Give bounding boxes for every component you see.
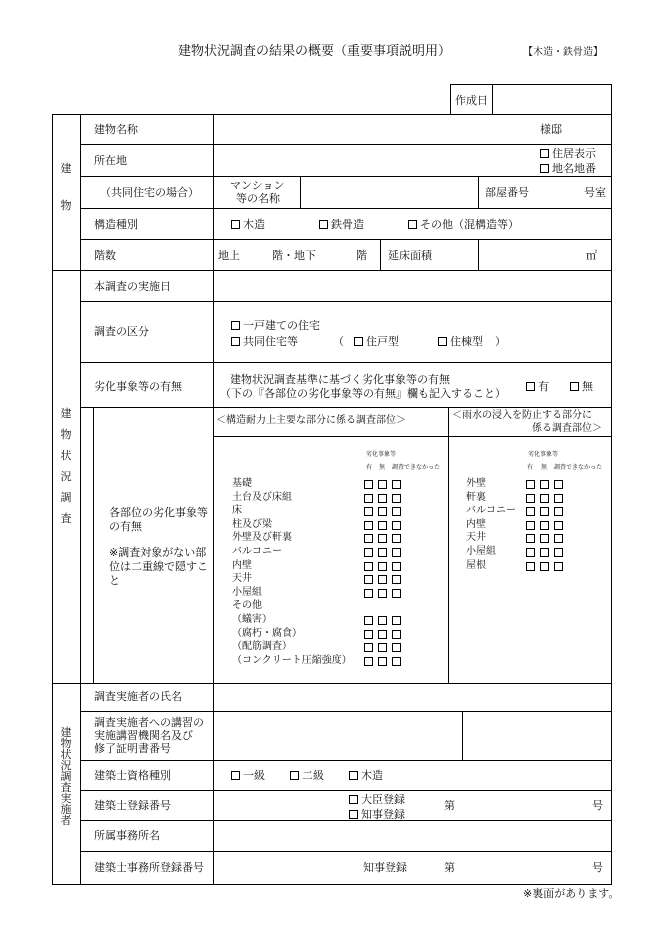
complex-label: （共同住宅の場合） <box>100 186 199 199</box>
structural-unable-checkbox[interactable] <box>392 657 401 666</box>
office-registration-type: 知事登録 <box>363 861 407 874</box>
section-building-label: 建 物 <box>60 162 72 212</box>
structural-item-label: その他 <box>232 600 262 612</box>
water-col-no: 無 <box>541 464 548 471</box>
water-unable-checkbox[interactable] <box>554 534 563 543</box>
water-item-label: 軒裏 <box>466 491 486 503</box>
structural-no-checkbox[interactable] <box>378 616 387 625</box>
structural-unable-checkbox[interactable] <box>392 507 401 516</box>
mansion-label-2: 等の名称 <box>236 192 280 205</box>
course-label-3: 修了証明書番号 <box>94 742 171 755</box>
floors-end-label: 階 <box>356 249 367 262</box>
structural-yes-checkbox[interactable] <box>364 494 373 503</box>
water-col-unable: 調査できなかった <box>554 464 603 471</box>
office-registration-label: 建築士事務所登録番号 <box>94 861 204 874</box>
structural-item-label: 床 <box>232 505 242 517</box>
category-option-building[interactable]: 住棟型 <box>438 336 483 347</box>
structural-col-unable: 調査できなかった <box>392 464 441 471</box>
structural-unable-checkbox[interactable] <box>392 521 401 530</box>
structural-yes-checkbox[interactable] <box>364 548 373 557</box>
structural-unable-checkbox[interactable] <box>392 480 401 489</box>
water-item-label: 内壁 <box>466 518 486 530</box>
water-unable-checkbox[interactable] <box>554 480 563 489</box>
floor-area-unit: ㎡ <box>586 249 597 262</box>
registration-label: 建築士登録番号 <box>94 799 171 812</box>
water-yes-checkbox[interactable] <box>526 548 535 557</box>
deterioration-no-option[interactable]: 無 <box>570 381 593 392</box>
address-option-lot[interactable]: 地名地番 <box>540 163 596 174</box>
water-col-yes: 有 <box>527 464 534 471</box>
building-name-label: 建物名称 <box>94 123 138 136</box>
floors-mid-label: 階・地下 <box>272 249 316 262</box>
structural-item-label: バルコニー <box>232 546 282 557</box>
page-title: 建物状況調査の結果の概要（重要事項説明用） <box>178 44 452 59</box>
water-no-checkbox[interactable] <box>540 534 549 543</box>
structural-yes-checkbox[interactable] <box>364 657 373 666</box>
structural-yes-checkbox[interactable] <box>364 521 373 530</box>
water-yes-checkbox[interactable] <box>526 480 535 489</box>
structural-yes-checkbox[interactable] <box>364 630 373 639</box>
structural-no-checkbox[interactable] <box>378 643 387 652</box>
structural-col-yes: 有 <box>366 464 373 471</box>
floors-label: 階数 <box>94 249 116 262</box>
category-paren-close: ） <box>495 335 506 348</box>
survey-date-label: 本調査の実施日 <box>94 280 171 293</box>
license-label: 建築士資格種別 <box>94 769 171 782</box>
structure-option-steel[interactable]: 鉄骨造 <box>319 219 364 230</box>
survey-category-label: 調査の区分 <box>94 325 149 338</box>
deterioration-yes-option[interactable]: 有 <box>526 381 549 392</box>
structural-item-label: （コンクリート圧縮強度） <box>232 654 352 666</box>
footer-note: ※裏面があります。 <box>523 887 620 900</box>
structural-unable-checkbox[interactable] <box>392 548 401 557</box>
registration-option-minister[interactable]: 大臣登録 <box>349 794 405 805</box>
water-col-title: 劣化事象等 <box>528 451 559 458</box>
water-item-label: 外壁 <box>466 478 486 489</box>
water-unable-checkbox[interactable] <box>554 562 563 571</box>
structural-no-checkbox[interactable] <box>378 507 387 516</box>
structural-item-label: （腐朽・腐食） <box>232 627 302 639</box>
water-yes-checkbox[interactable] <box>526 562 535 571</box>
structural-item-label: （配筋調査） <box>232 641 292 653</box>
water-item-label: バルコニー <box>466 505 516 517</box>
structural-item-label: （蟻害） <box>232 614 272 625</box>
structure-option-other[interactable]: その他（混構造等） <box>408 219 519 230</box>
address-option-residence[interactable]: 住居表示 <box>540 148 596 159</box>
structural-no-checkbox[interactable] <box>378 575 387 584</box>
parts-note-3: と <box>109 574 120 587</box>
structural-yes-checkbox[interactable] <box>364 562 373 571</box>
structural-unable-checkbox[interactable] <box>392 630 401 639</box>
water-unable-checkbox[interactable] <box>554 494 563 503</box>
address-label: 所在地 <box>94 154 127 167</box>
structural-item-label: 基礎 <box>232 478 252 489</box>
water-item-label: 屋根 <box>466 559 486 571</box>
structural-unable-checkbox[interactable] <box>392 494 401 503</box>
structural-no-checkbox[interactable] <box>378 534 387 543</box>
parts-label-1: 各部位の劣化事象等 <box>109 506 208 519</box>
structural-unable-checkbox[interactable] <box>392 534 401 543</box>
water-unable-checkbox[interactable] <box>554 507 563 516</box>
structure-option-wood[interactable]: 木造 <box>231 219 265 230</box>
category-paren-open: （ <box>333 335 344 348</box>
floor-area-label: 延床面積 <box>388 249 432 262</box>
water-no-checkbox[interactable] <box>540 548 549 557</box>
structural-unable-checkbox[interactable] <box>392 562 401 571</box>
structural-item-label: 内壁 <box>232 559 252 571</box>
structural-yes-checkbox[interactable] <box>364 589 373 598</box>
structural-no-checkbox[interactable] <box>378 589 387 598</box>
mansion-label-1: マンション <box>230 179 285 192</box>
section-survey-label: 建 物 状 況 調 査 <box>60 407 72 525</box>
course-label-2: 実施講習機関名及び <box>94 729 193 742</box>
water-yes-checkbox[interactable] <box>526 494 535 503</box>
structural-unable-checkbox[interactable] <box>392 575 401 584</box>
water-header-2: 係る調査部位＞ <box>532 423 602 434</box>
building-name-suffix: 様邸 <box>540 123 562 136</box>
structural-item-label: 土台及び床組 <box>232 491 292 503</box>
license-option-wood[interactable]: 木造 <box>349 770 383 781</box>
registration-number-suffix: 号 <box>592 799 603 812</box>
structural-col-no: 無 <box>379 464 386 471</box>
structure-type-tag: 【木造・鉄骨造】 <box>523 47 603 58</box>
water-no-checkbox[interactable] <box>540 521 549 530</box>
structural-unable-checkbox[interactable] <box>392 643 401 652</box>
structural-no-checkbox[interactable] <box>378 630 387 639</box>
water-yes-checkbox[interactable] <box>526 507 535 516</box>
section-inspector-label: 建 物 状 況 調 査 実 施 者 <box>60 726 72 827</box>
deterioration-label: 劣化事象等の有無 <box>94 380 182 393</box>
office-registration-suffix: 号 <box>592 861 603 874</box>
structural-item-label: 天井 <box>232 573 252 585</box>
structural-no-checkbox[interactable] <box>378 521 387 530</box>
water-no-checkbox[interactable] <box>540 494 549 503</box>
structural-unable-checkbox[interactable] <box>392 616 401 625</box>
deterioration-desc-1: 建物状況調査基準に基づく劣化事象等の有無 <box>230 373 450 386</box>
room-label: 部屋番号 <box>485 186 529 199</box>
structural-col-title: 劣化事象等 <box>366 451 397 458</box>
office-registration-prefix: 第 <box>444 861 455 874</box>
structural-yes-checkbox[interactable] <box>364 575 373 584</box>
registration-option-governor[interactable]: 知事登録 <box>349 809 405 820</box>
water-item-label: 小屋組 <box>466 546 496 557</box>
water-unable-checkbox[interactable] <box>554 548 563 557</box>
deterioration-desc-2: （下の『各部位の劣化事象等の有無』欄も記入すること） <box>220 387 506 400</box>
office-label: 所属事務所名 <box>94 829 160 842</box>
water-header-1: ＜雨水の浸入を防止する部分に <box>452 410 592 421</box>
structural-yes-checkbox[interactable] <box>364 643 373 652</box>
structural-no-checkbox[interactable] <box>378 480 387 489</box>
water-yes-checkbox[interactable] <box>526 521 535 530</box>
structural-header: ＜構造耐力上主要な部分に係る調査部位＞ <box>216 415 406 426</box>
registration-number-prefix: 第 <box>444 799 455 812</box>
structure-label: 構造種別 <box>94 218 138 231</box>
parts-note-2: 位は二重線で隠すこ <box>109 560 208 573</box>
category-option-detached[interactable]: 一戸建ての住宅 <box>231 320 320 331</box>
inspector-name-label: 調査実施者の氏名 <box>94 690 182 703</box>
license-option-second[interactable]: 二級 <box>290 770 324 781</box>
structural-no-checkbox[interactable] <box>378 562 387 571</box>
floors-above-label: 地上 <box>218 249 240 262</box>
structural-no-checkbox[interactable] <box>378 657 387 666</box>
structural-yes-checkbox[interactable] <box>364 507 373 516</box>
structural-yes-checkbox[interactable] <box>364 616 373 625</box>
category-option-unit[interactable]: 住戸型 <box>354 336 399 347</box>
parts-note-1: ※調査対象がない部 <box>109 546 207 559</box>
water-no-checkbox[interactable] <box>540 480 549 489</box>
structural-no-checkbox[interactable] <box>378 548 387 557</box>
water-unable-checkbox[interactable] <box>554 521 563 530</box>
category-option-complex[interactable]: 共同住宅等 <box>231 336 298 347</box>
room-suffix: 号室 <box>584 186 606 199</box>
date-label: 作成日 <box>455 94 488 107</box>
course-label-1: 調査実施者への講習の <box>94 716 204 729</box>
license-option-first[interactable]: 一級 <box>231 770 265 781</box>
structural-item-label: 外壁及び軒裏 <box>232 532 292 544</box>
water-item-label: 天井 <box>466 532 486 544</box>
water-no-checkbox[interactable] <box>540 507 549 516</box>
structural-yes-checkbox[interactable] <box>364 534 373 543</box>
structural-no-checkbox[interactable] <box>378 494 387 503</box>
structural-yes-checkbox[interactable] <box>364 480 373 489</box>
structural-item-label: 柱及び梁 <box>232 518 272 530</box>
structural-item-label: 小屋組 <box>232 586 262 598</box>
water-no-checkbox[interactable] <box>540 562 549 571</box>
water-yes-checkbox[interactable] <box>526 534 535 543</box>
parts-label-2: の有無 <box>109 520 142 533</box>
structural-unable-checkbox[interactable] <box>392 589 401 598</box>
